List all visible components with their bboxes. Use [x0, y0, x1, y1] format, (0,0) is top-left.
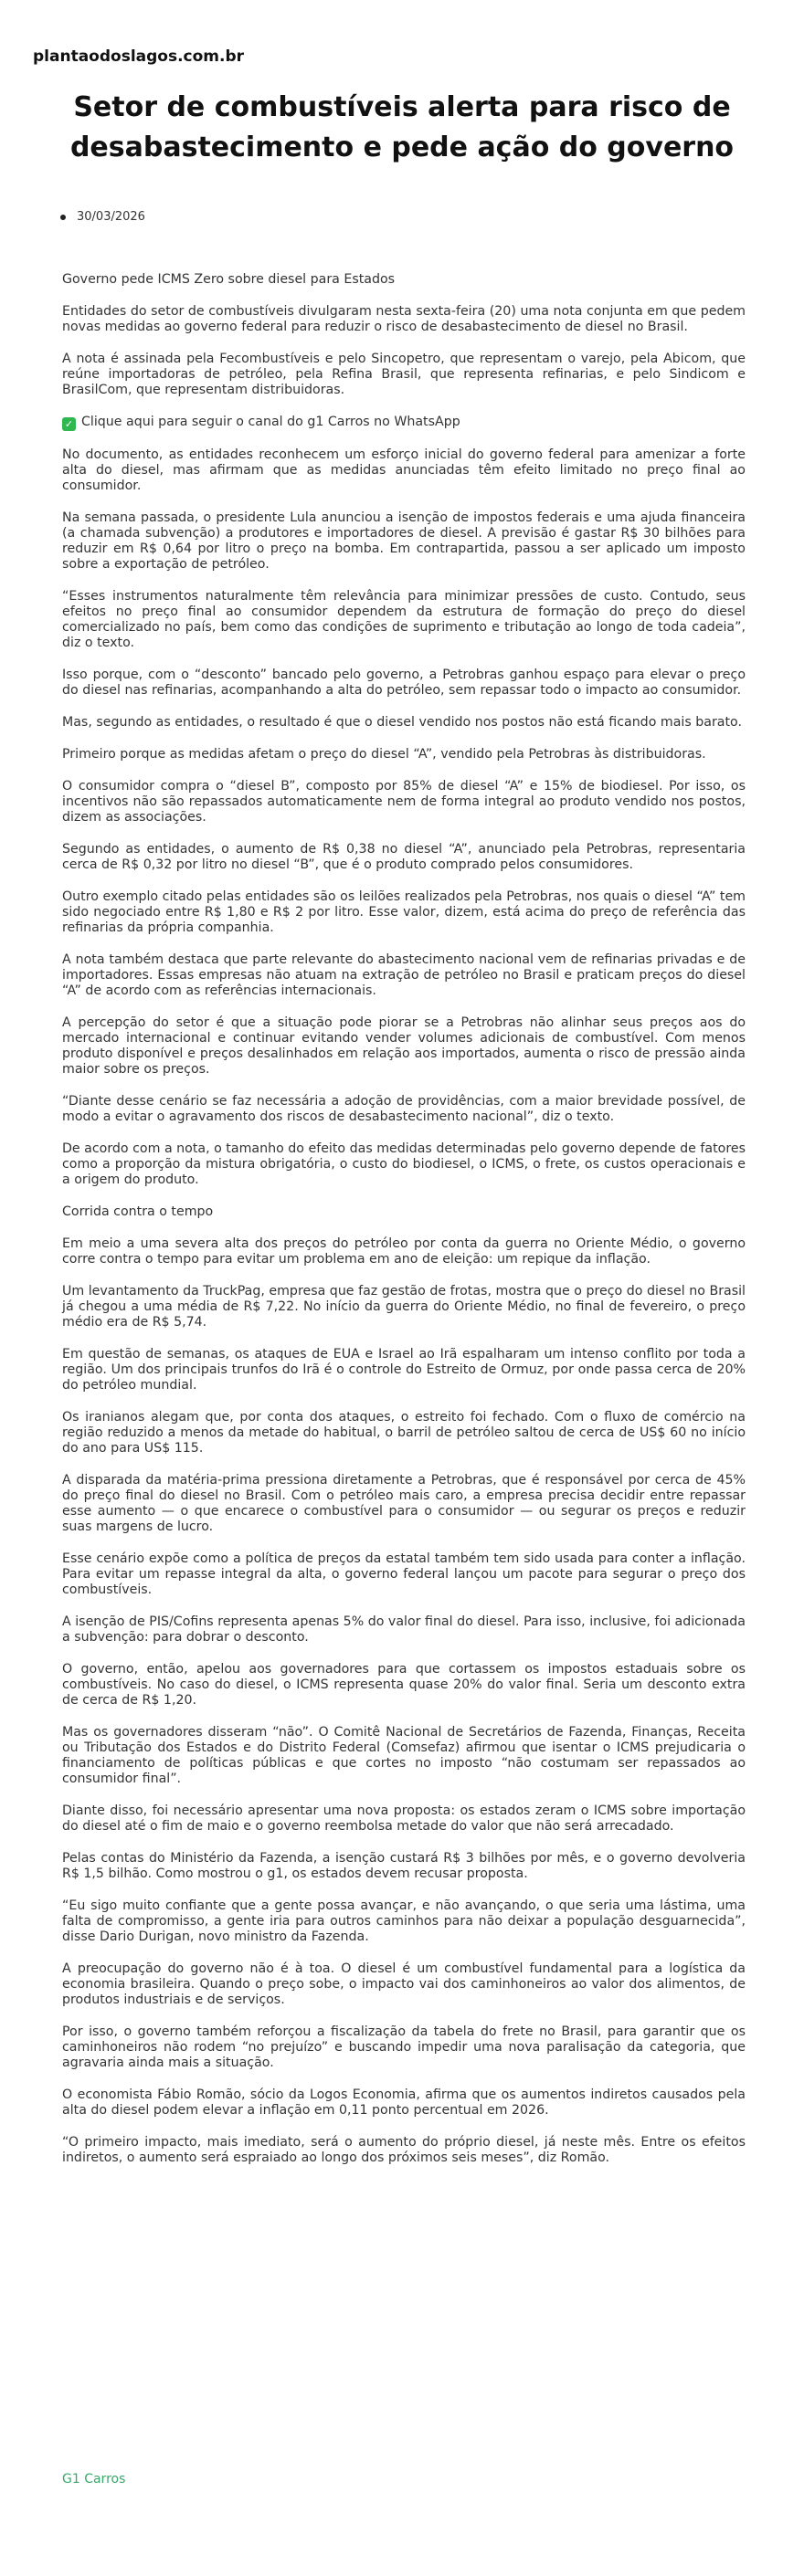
paragraph: Um levantamento da TruckPag, empresa que faz gestão de frotas, mostra que o preço do diesel no Brasil já chegou a uma média de R$ 7,22. No início da guerra do Oriente Médio, no final de fevereiro, o preço médio era de R$ 5,74. [62, 1284, 746, 1330]
paragraph: Segundo as entidades, o aumento de R$ 0,38 no diesel “A”, anunciado pela Petrobras, representaria cerca de R$ 0,32 por litro no diesel “B”, que é o produto comprado pelos consumidores. [62, 842, 746, 872]
paragraph: A percepção do setor é que a situação pode piorar se a Petrobras não alinhar seus preços aos do mercado internacional e continuar evitando vender volumes adicionais de combustível. Com menos produto disponível e preços desalinhados em relação aos importados, aumenta o risco de pressão ainda maior sobre os preços. [62, 1015, 746, 1077]
whatsapp-channel-link[interactable]: Clique aqui para seguir o canal do g1 Carros no WhatsApp [81, 415, 460, 429]
paragraph: Na semana passada, o presidente Lula anunciou a isenção de impostos federais e uma ajuda financeira (a chamada subvenção) a produtores e importadores de diesel. A previsão é gastar R$ 30 bilhões para reduzir em R$ 0,64 por litro o preço na bomba. Em contrapartida, passou a ser aplicado um imposto sobre a exportação de petróleo. [62, 510, 746, 572]
paragraph: O governo, então, apelou aos governadores para que cortassem os impostos estaduais sobre os combustíveis. No caso do diesel, o ICMS representa quase 20% do valor final. Seria um desconto extra de cerca de R$ 1,20. [62, 1662, 746, 1708]
article-title: Setor de combustíveis alerta para risco de desabastecimento e pede ação do governo [69, 91, 735, 163]
paragraph: O economista Fábio Romão, sócio da Logos Economia, afirma que os aumentos indiretos causados pela alta do diesel podem elevar a inflação em 0,11 ponto percentual em 2026. [62, 2087, 746, 2118]
paragraph: A disparada da matéria-prima pressiona diretamente a Petrobras, que é responsável por cerca de 45% do preço final do diesel no Brasil. Com o petróleo mais caro, a empresa precisa decidir entre repassar esse aumento — o que encarece o combustível para o consumidor — ou segurar os preços e reduzir suas margens de lucro. [62, 1473, 746, 1534]
paragraph: Outro exemplo citado pelas entidades são os leilões realizados pela Petrobras, nos quais o diesel “A” tem sido negociado entre R$ 1,80 e R$ 2 por litro. Esse valor, dizem, está acima do preço de referência das refinarias da própria companhia. [62, 889, 746, 935]
paragraph: A isenção de PIS/Cofins representa apenas 5% do valor final do diesel. Para isso, inclusive, foi adicionada a subvenção: para dobrar o desconto. [62, 1614, 746, 1645]
paragraph: Entidades do setor de combustíveis divulgaram nesta sexta-feira (20) uma nota conjunta em que pedem novas medidas ao governo federal para reduzir o risco de desabastecimento de diesel no Brasil. [62, 304, 746, 334]
paragraph: Por isso, o governo também reforçou a fiscalização da tabela do frete no Brasil, para garantir que os caminhoneiros não rodem “no prejuízo” e buscando impedir uma nova paralisação da categoria, que agravaria ainda mais a situação. [62, 2024, 746, 2070]
paragraph: O consumidor compra o “diesel B”, composto por 85% de diesel “A” e 15% de biodiesel. Por isso, os incentivos não são repassados automaticamente nem de forma integral ao produto vendido nos postos, dizem as associações. [62, 779, 746, 825]
paragraph: A preocupação do governo não é à toa. O diesel é um combustível fundamental para a logística da economia brasileira. Quando o preço sobe, o impacto vai dos caminhoneiros ao valor dos alimentos, de produtos industriais e de serviços. [62, 1961, 746, 2007]
paragraph: Esse cenário expõe como a política de preços da estatal também tem sido usada para conter a inflação. Para evitar um repasse integral da alta, o governo federal lançou um pacote para segurar o preço dos combustíveis. [62, 1551, 746, 1597]
paragraph: Isso porque, com o “desconto” bancado pelo governo, a Petrobras ganhou espaço para elevar o preço do diesel nas refinarias, acompanhando a alta do petróleo, sem repassar todo o impacto ao consumidor. [62, 668, 746, 698]
article-body [62, 272, 746, 2182]
paragraph: Pelas contas do Ministério da Fazenda, a isenção custará R$ 3 bilhões por mês, e o governo devolveria R$ 1,5 bilhão. Como mostrou o g1, os estados devem recusar proposta. [62, 1851, 746, 1881]
paragraph: “O primeiro impacto, mais imediato, será o aumento do próprio diesel, já neste mês. Entre os efeitos indiretos, o aumento será espraiado ao longo dos próximos seis meses”, diz Romão. [62, 2135, 746, 2165]
paragraph: Mas os governadores disseram “não”. O Comitê Nacional de Secretários de Fazenda, Finanças, Receita ou Tributação dos Estados e do Distrito Federal (Comsefaz) afirmou que isentar o ICMS prejudicaria o financiamento de políticas públicas e que cortes no imposto “não costumam ser repassados ao consumidor final”. [62, 1725, 746, 1786]
paragraph: Em questão de semanas, os ataques de EUA e Israel ao Irã espalharam um intenso conflito por toda a região. Um dos principais trunfos do Irã é o controle do Estreito de Ormuz, por onde passa cerca de 20% do petróleo mundial. [62, 1347, 746, 1393]
paragraph: No documento, as entidades reconhecem um esforço inicial do governo federal para amenizar a forte alta do diesel, mas afirmam que as medidas anunciadas têm efeito limitado no preço final ao consumidor. [62, 447, 746, 493]
subheading: Corrida contra o tempo [62, 1204, 214, 1219]
paragraph: Em meio a uma severa alta dos preços do petróleo por conta da guerra no Oriente Médio, o governo corre contra o tempo para evitar um problema em ano de eleição: um repique da inflação. [62, 1236, 746, 1267]
article-date: 30/03/2026 [77, 210, 145, 224]
whatsapp-link-row[interactable] [62, 415, 746, 431]
paragraph: De acordo com a nota, o tamanho do efeito das medidas determinadas pelo governo depende de fatores como a proporção da mistura obrigatória, o custo do biodiesel, o ICMS, o frete, os custos operacionais e a origem do produto. [62, 1141, 746, 1187]
paragraph: “Diante desse cenário se faz necessária a adoção de providências, com a maior brevidade possível, de modo a evitar o agravamento dos riscos de desabastecimento nacional”, diz o texto. [62, 1094, 746, 1124]
paragraph: “Esses instrumentos naturalmente têm relevância para minimizar pressões de custo. Contudo, seus efeitos no preço final ao consumidor dependem da estrutura de formação do preço do diesel comercializado no país, bem como das condições de suprimento e tributação ao longo de toda cadeia”, diz o texto. [62, 589, 746, 650]
subheading: Governo pede ICMS Zero sobre diesel para Estados [62, 272, 396, 287]
check-box-icon: ✓ [62, 417, 76, 431]
paragraph: A nota também destaca que parte relevante do abastecimento nacional vem de refinarias privadas e de importadores. Essas empresas não atuam na extração de petróleo no Brasil e praticam preços do diesel “A” de acordo com as referências internacionais. [62, 952, 746, 998]
paragraph: Mas, segundo as entidades, o resultado é que o diesel vendido nos postos não está ficando mais barato. [62, 715, 742, 730]
paragraph: “Eu sigo muito confiante que a gente possa avançar, e não avançando, o que seria uma lástima, uma falta de compromisso, a gente iria para outros caminhos para não deixar a população desguarnecida”, disse Dario Durigan, novo ministro da Fazenda. [62, 1898, 746, 1944]
footer-source-link[interactable]: G1 Carros [62, 2472, 126, 2487]
paragraph: Diante disso, foi necessário apresentar uma nova proposta: os estados zeram o ICMS sobre importação do diesel até o fim de maio e o governo reembolsa metade do valor que não será arrecadado. [62, 1803, 746, 1834]
paragraph: Primeiro porque as medidas afetam o preço do diesel “A”, vendido pela Petrobras às distribuidoras. [62, 747, 706, 762]
paragraph: A nota é assinada pela Fecombustíveis e pelo Sincopetro, que representam o varejo, pela Abicom, que reúne importadoras de petróleo, pela Refina Brasil, que representa refinarias, e pelo Sindicom e BrasilCom, que representam distribuidoras. [62, 352, 746, 397]
paragraph: Os iranianos alegam que, por conta dos ataques, o estreito foi fechado. Com o fluxo de comércio na região reduzido a menos da metade do habitual, o barril de petróleo saltou de cerca de US$ 60 no início do ano para US$ 115. [62, 1410, 746, 1456]
site-name[interactable]: plantaodoslagos.com.br [33, 47, 245, 66]
